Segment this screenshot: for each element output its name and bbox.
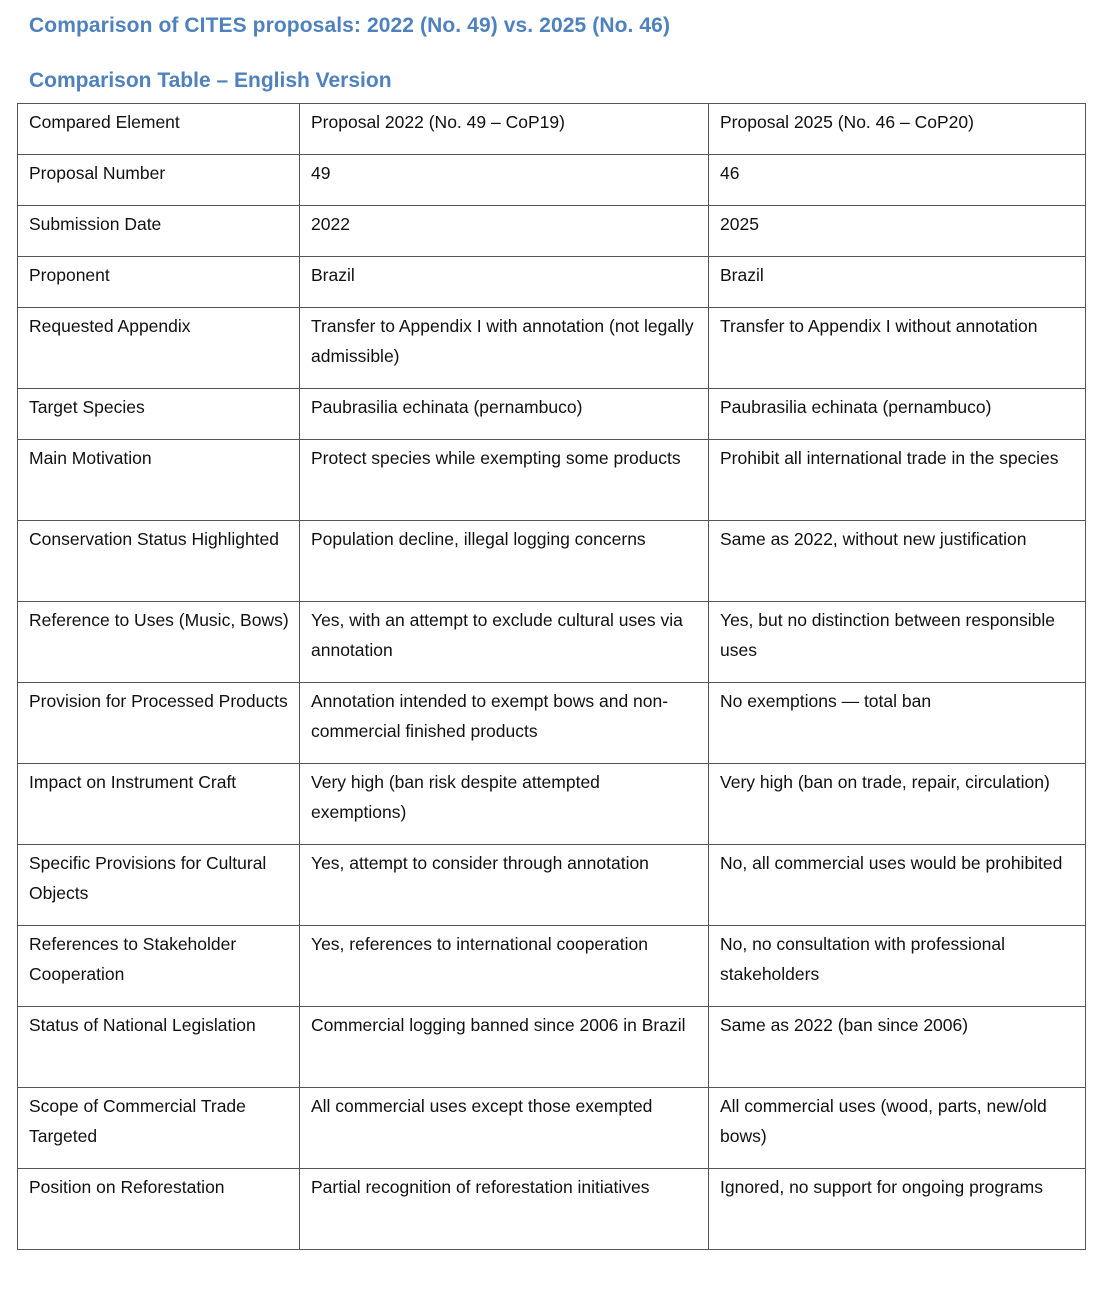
row-label: Main Motivation (18, 440, 300, 521)
table-row (18, 521, 1086, 602)
table-row (18, 1088, 1086, 1169)
row-label: Submission Date (18, 206, 300, 257)
table-row (18, 602, 1086, 683)
table-row (18, 440, 1086, 521)
row-label: Scope of Commercial Trade Targeted (18, 1088, 300, 1169)
header-proposal-2025: Proposal 2025 (No. 46 – CoP20) (709, 104, 1086, 155)
table-row (18, 683, 1086, 764)
cell-2025: Prohibit all international trade in the species (709, 440, 1086, 521)
row-label: Status of National Legislation (18, 1007, 300, 1088)
cell-2022: Commercial logging banned since 2006 in Brazil (300, 1007, 709, 1088)
cell-2022: Brazil (300, 257, 709, 308)
cell-2025: 2025 (709, 206, 1086, 257)
cell-2025: Ignored, no support for ongoing programs (709, 1169, 1086, 1250)
cell-2025: No, all commercial uses would be prohibited (709, 845, 1086, 926)
comparison-table (17, 103, 1086, 1250)
cell-2022: Population decline, illegal logging concerns (300, 521, 709, 602)
cell-2022: Transfer to Appendix I with annotation (not legally admissible) (300, 308, 709, 389)
cell-2022: All commercial uses except those exempted (300, 1088, 709, 1169)
cell-2022: 49 (300, 155, 709, 206)
row-label: References to Stakeholder Cooperation (18, 926, 300, 1007)
cell-2025: Same as 2022, without new justification (709, 521, 1086, 602)
cell-2025: No, no consultation with professional stakeholders (709, 926, 1086, 1007)
cell-2022: 2022 (300, 206, 709, 257)
row-label: Conservation Status Highlighted (18, 521, 300, 602)
cell-2025: 46 (709, 155, 1086, 206)
row-label: Specific Provisions for Cultural Objects (18, 845, 300, 926)
cell-2022: Protect species while exempting some products (300, 440, 709, 521)
table-row (18, 155, 1086, 206)
cell-2025: Very high (ban on trade, repair, circulation) (709, 764, 1086, 845)
cell-2022: Very high (ban risk despite attempted exemptions) (300, 764, 709, 845)
table-row (18, 308, 1086, 389)
cell-2025: All commercial uses (wood, parts, new/old bows) (709, 1088, 1086, 1169)
document-title: Comparison of CITES proposals: 2022 (No. 49) vs. 2025 (No. 46) (29, 14, 671, 37)
table-header-row (18, 104, 1086, 155)
header-compared-element: Compared Element (18, 104, 300, 155)
cell-2025: Same as 2022 (ban since 2006) (709, 1007, 1086, 1088)
row-label: Target Species (18, 389, 300, 440)
row-label: Requested Appendix (18, 308, 300, 389)
cell-2022: Paubrasilia echinata (pernambuco) (300, 389, 709, 440)
cell-2022: Partial recognition of reforestation initiatives (300, 1169, 709, 1250)
row-label: Position on Reforestation (18, 1169, 300, 1250)
table-row (18, 1169, 1086, 1250)
cell-2022: Yes, references to international cooperation (300, 926, 709, 1007)
cell-2022: Yes, attempt to consider through annotation (300, 845, 709, 926)
table-row (18, 1007, 1086, 1088)
document-subtitle: Comparison Table – English Version (29, 69, 392, 92)
table-row (18, 926, 1086, 1007)
cell-2025: Paubrasilia echinata (pernambuco) (709, 389, 1086, 440)
cell-2022: Yes, with an attempt to exclude cultural uses via annotation (300, 602, 709, 683)
table-row (18, 764, 1086, 845)
table-row (18, 206, 1086, 257)
row-label: Provision for Processed Products (18, 683, 300, 764)
table-row (18, 389, 1086, 440)
header-proposal-2022: Proposal 2022 (No. 49 – CoP19) (300, 104, 709, 155)
cell-2025: Brazil (709, 257, 1086, 308)
cell-2025: Transfer to Appendix I without annotation (709, 308, 1086, 389)
cell-2025: Yes, but no distinction between responsible uses (709, 602, 1086, 683)
row-label: Impact on Instrument Craft (18, 764, 300, 845)
cell-2022: Annotation intended to exempt bows and non-commercial finished products (300, 683, 709, 764)
row-label: Reference to Uses (Music, Bows) (18, 602, 300, 683)
table-row (18, 257, 1086, 308)
cell-2025: No exemptions — total ban (709, 683, 1086, 764)
table-row (18, 845, 1086, 926)
row-label: Proposal Number (18, 155, 300, 206)
row-label: Proponent (18, 257, 300, 308)
